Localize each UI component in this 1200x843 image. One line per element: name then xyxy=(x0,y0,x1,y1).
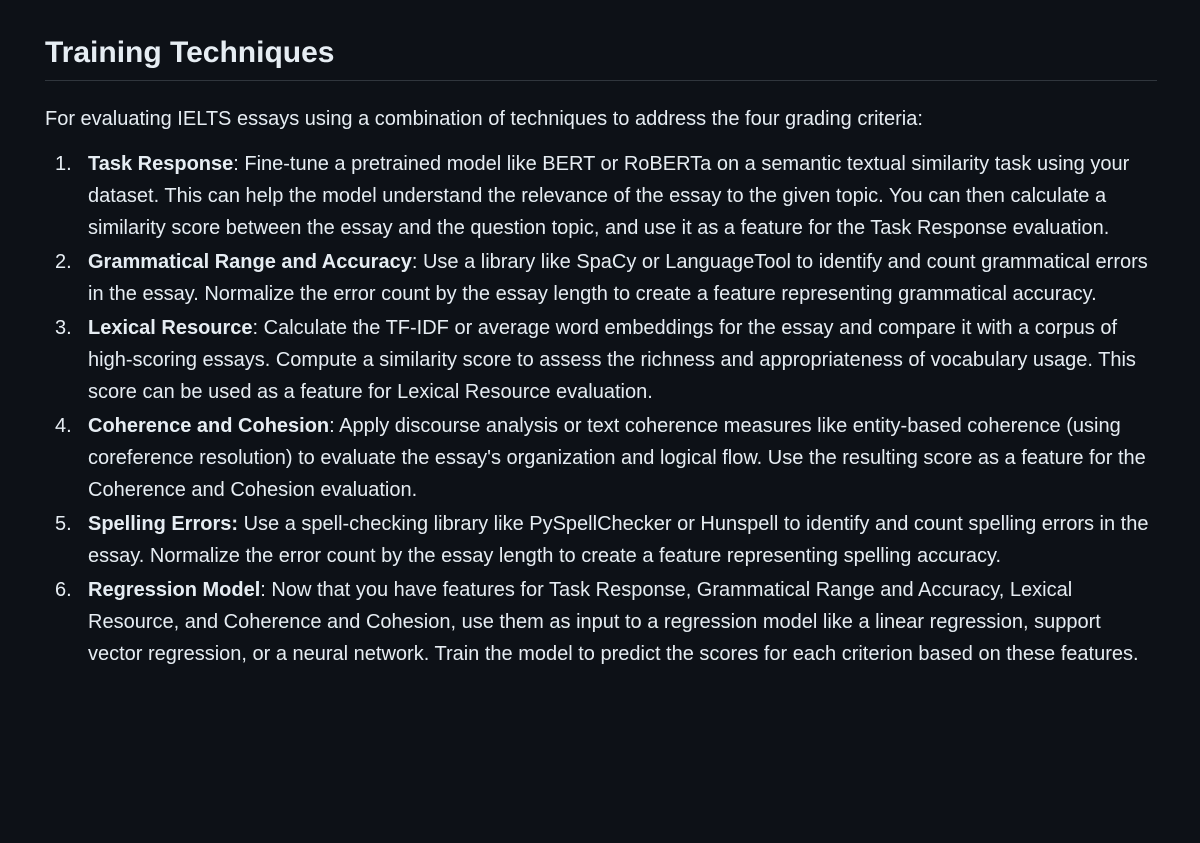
list-number: 1. xyxy=(55,153,72,175)
list-item-grammatical-range xyxy=(55,246,1157,310)
list-number: 2. xyxy=(55,251,72,273)
list-item-spelling-errors xyxy=(55,508,1157,572)
intro-paragraph: For evaluating IELTS essays using a combination of techniques to address the four grading criteria: xyxy=(45,108,923,130)
list-item-task-response xyxy=(55,148,1157,244)
item-separator: : xyxy=(252,317,259,339)
item-term: Grammatical Range and Accuracy xyxy=(88,251,412,273)
item-description: Fine-tune a pretrained model like BERT or RoBERTa on a semantic textual similarity task using your dataset. This can help the model understand the relevance of the essay to the given topic. You can then calculate a similarity score between the essay and the question topic, and use it as a feature for the Task Response evaluation. xyxy=(88,153,1130,239)
item-term: Spelling Errors: xyxy=(88,513,239,535)
item-separator: : xyxy=(260,579,266,601)
item-description: Now that you have features for Task Response, Grammatical Range and Accuracy, Lexical Resource, and Coherence and Cohesion, use them as input to a regression model like a linear regression, support vector regression, or a neural network. Train the model to predict the scores for each criterion based on these features. xyxy=(88,579,1139,665)
list-item-coherence xyxy=(55,410,1157,506)
item-separator: : xyxy=(411,251,418,273)
item-term: Task Response xyxy=(88,153,234,175)
item-description: Use a spell-checking library like PySpellChecker or Hunspell to identify and count spelling errors in the essay. Normalize the error count by the essay length to create a feature representing spelling accuracy. xyxy=(88,513,1149,567)
list-number: 3. xyxy=(55,317,72,339)
item-separator: : xyxy=(233,153,239,175)
item-description: Use a library like SpaCy or LanguageTool to identify and count grammatical errors in the essay. Normalize the error count by the essay length to create a feature representing grammatical accuracy. xyxy=(88,251,1148,305)
item-separator: : xyxy=(329,415,335,437)
item-description: Apply discourse analysis or text coherence measures like entity-based coherence (using coreference resolution) to evaluate the essay's organization and logical flow. Use the resulting score as a feature for the Coherence and Cohesion evaluation. xyxy=(88,415,1146,501)
list-number: 5. xyxy=(55,513,72,535)
list-number: 6. xyxy=(55,579,72,601)
list-number: 4. xyxy=(55,415,72,437)
item-description: Calculate the TF-IDF or average word embeddings for the essay and compare it with a corpus of high-scoring essays. Compute a similarity score to assess the richness and appropriateness of vocabulary usage. This score can be used as a feature for Lexical Resource evaluation. xyxy=(88,317,1136,403)
item-term: Lexical Resource xyxy=(88,317,253,339)
list-item-lexical-resource xyxy=(55,312,1157,408)
item-term: Coherence and Cohesion xyxy=(88,415,330,437)
markdown-content xyxy=(45,26,1157,672)
list-item-regression-model xyxy=(55,574,1157,670)
section-heading: Training Techniques xyxy=(45,26,1157,81)
techniques-list xyxy=(45,148,1157,670)
item-term: Regression Model xyxy=(88,579,261,601)
